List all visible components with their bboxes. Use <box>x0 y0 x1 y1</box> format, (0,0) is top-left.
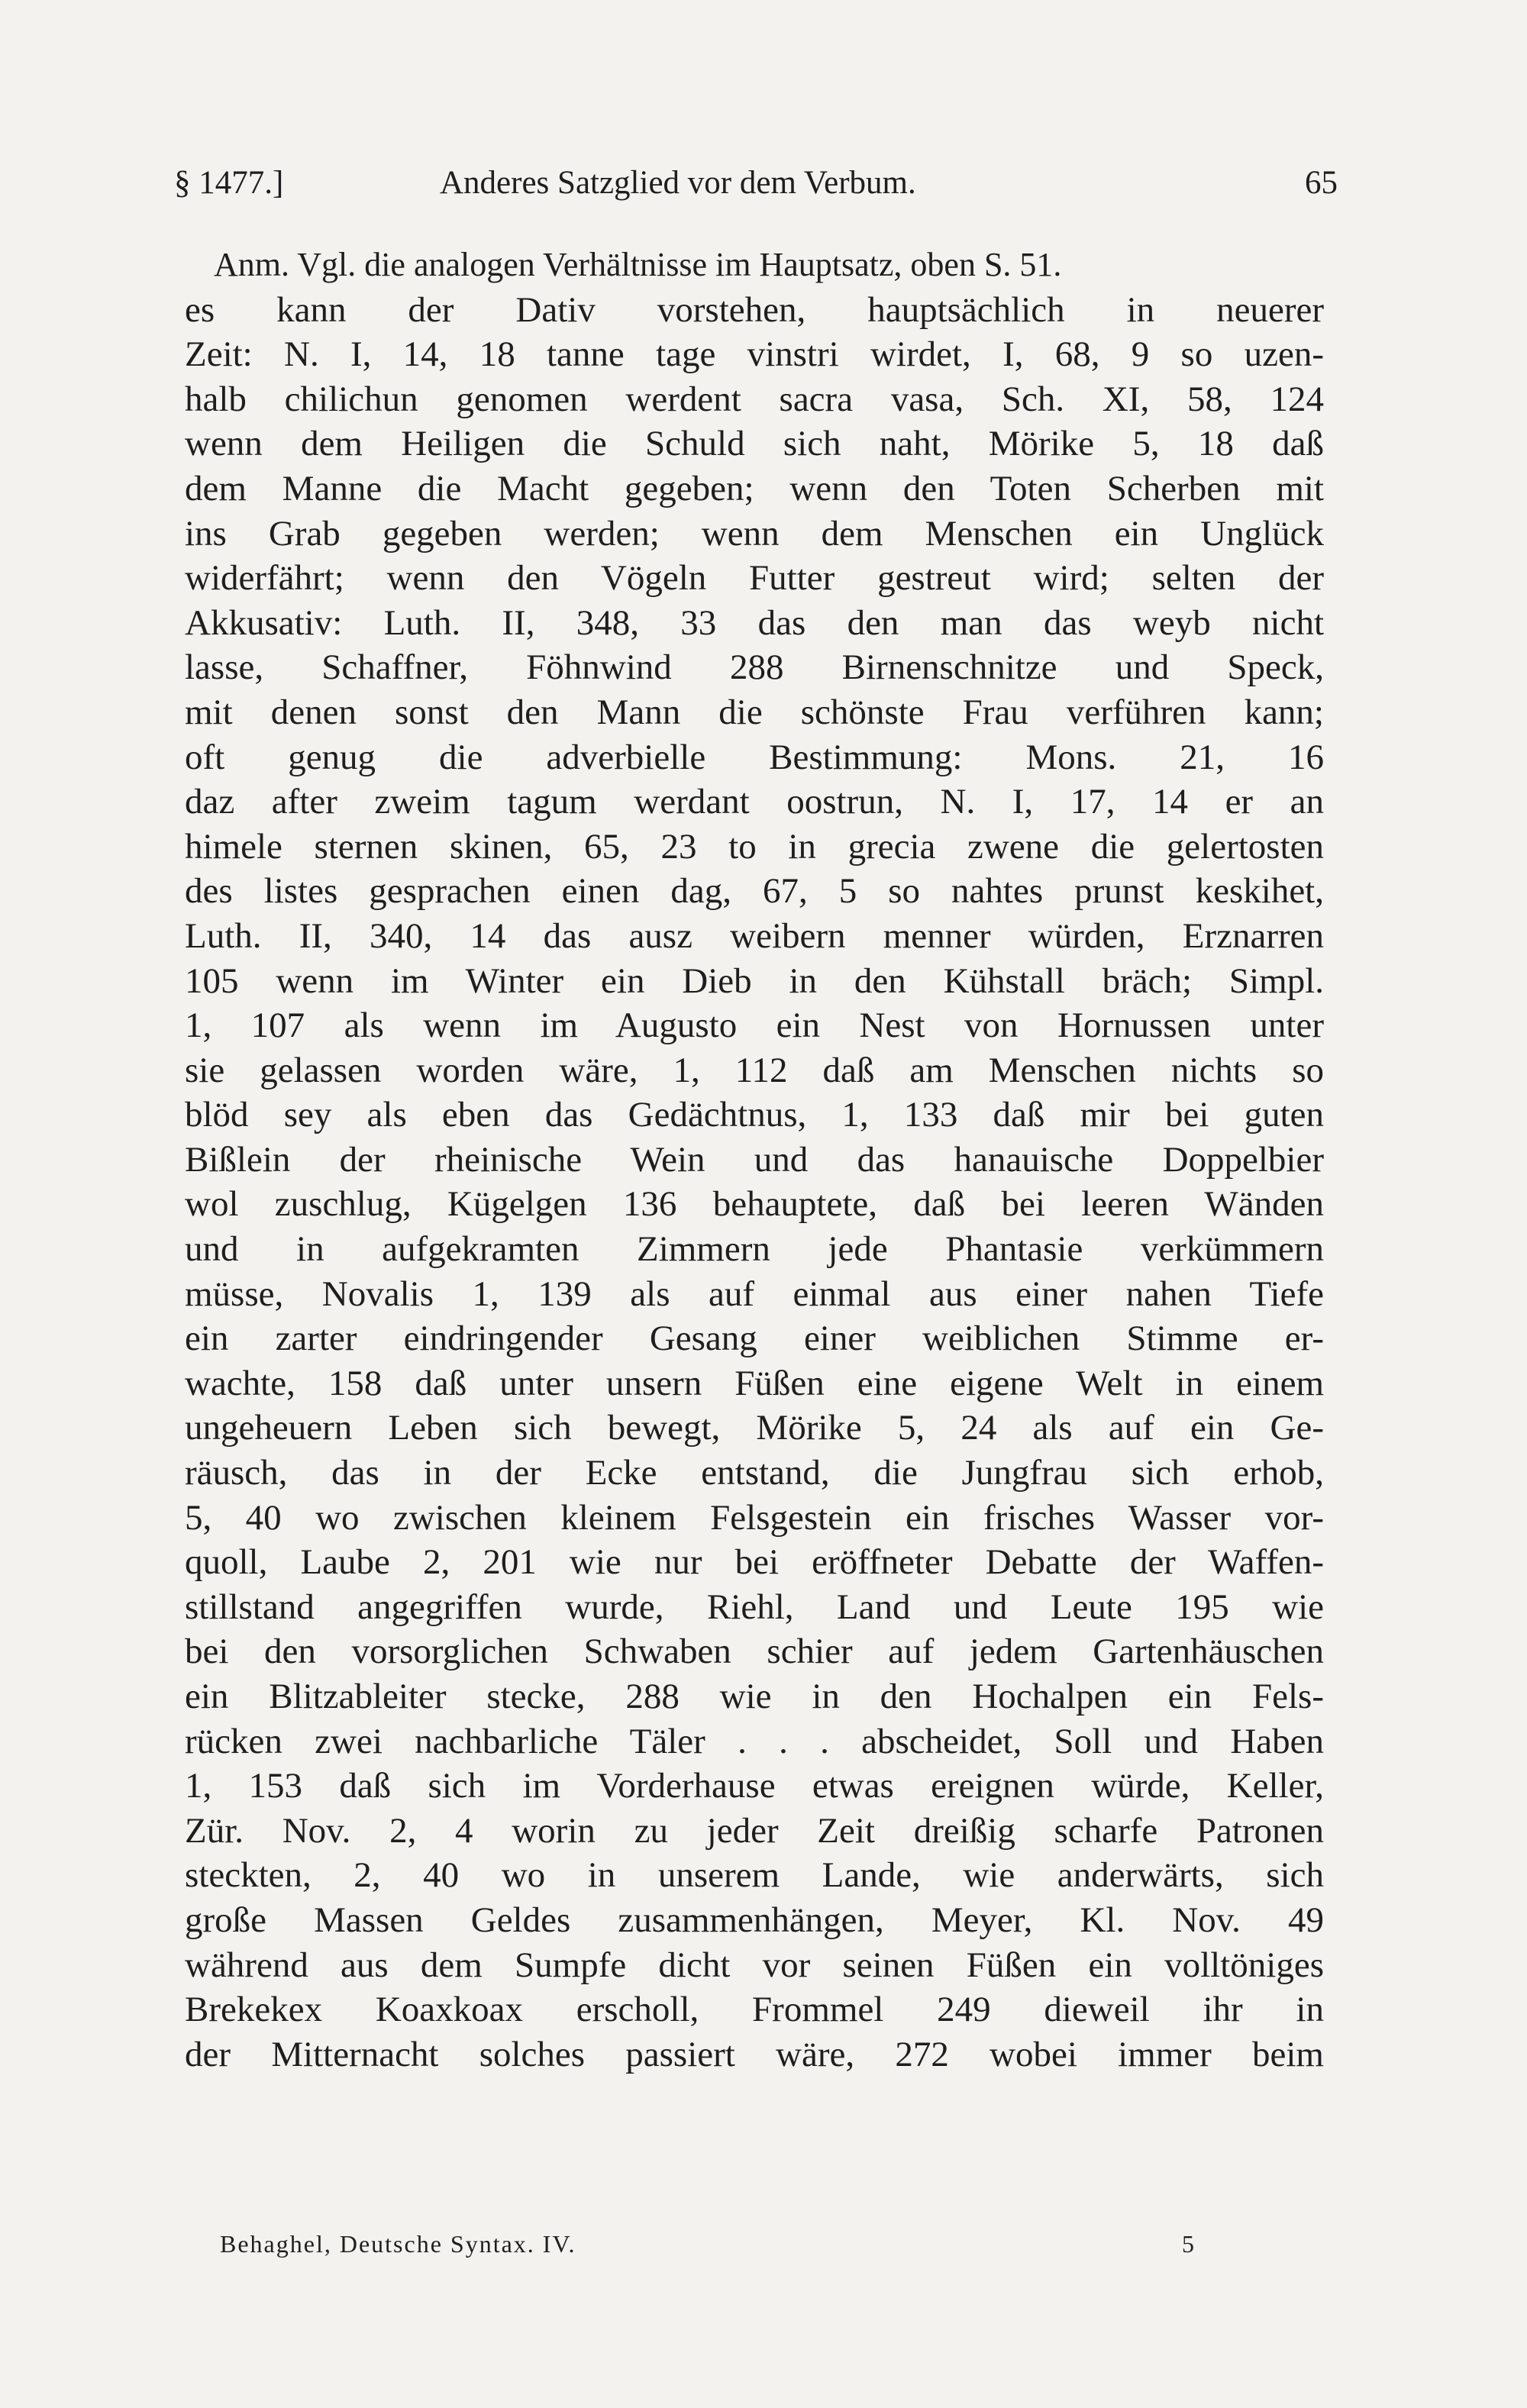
page-number: 65 <box>1305 165 1338 201</box>
text-line: und in aufgekramten Zimmern jede Phantasie verkümmern <box>185 1229 1324 1270</box>
text-line: Bißlein der rheinische Wein und das hanauische Doppelbier <box>185 1139 1324 1180</box>
text-line: daz after zweim tagum werdant oostrun, N. I, 17, 14 er an <box>185 782 1324 822</box>
text-line: Brekekex Koaxkoax erscholl, Frommel 249 dieweil ihr in <box>185 1990 1324 2030</box>
text-line: quoll, Laube 2, 201 wie nur bei eröffneter Debatte der Waffen- <box>185 1542 1324 1583</box>
footer-running-title: Behaghel, Deutsche Syntax. IV. <box>220 2230 576 2258</box>
text-line: des listes gesprachen einen dag, 67, 5 so nahtes prunst keskihet, <box>185 871 1324 912</box>
page-footer <box>220 2227 1228 2261</box>
text-line: 1, 153 daß sich im Vorderhause etwas ereignen würde, Keller, <box>185 1766 1324 1806</box>
text-line: oft genug die adverbielle Bestimmung: Mons. 21, 16 <box>185 737 1324 777</box>
text-line: ein zarter eindringender Gesang einer weiblichen Stimme er- <box>185 1319 1324 1359</box>
text-line: halb chilichun genomen werdent sacra vasa, Sch. XI, 58, 124 <box>185 379 1324 419</box>
text-line: Zeit: N. I, 14, 18 tanne tage vinstri wirdet, I, 68, 9 so uzen- <box>185 334 1324 375</box>
text-line: himele sternen skinen, 65, 23 to in grecia zwene die gelertosten <box>185 826 1324 867</box>
text-line: große Massen Geldes zusammenhängen, Meyer, Kl. Nov. 49 <box>185 1900 1324 1940</box>
text-line: dem Manne die Macht gegeben; wenn den Toten Scherben mit <box>185 468 1324 508</box>
text-line: der Mitternacht solches passiert wäre, 272 wobei immer beim <box>185 2034 1324 2074</box>
text-line: 105 wenn im Winter ein Dieb in den Kühstall bräch; Simpl. <box>185 960 1324 1001</box>
text-line: Zür. Nov. 2, 4 worin zu jeder Zeit dreißig scharfe Patronen <box>185 1810 1324 1851</box>
text-line: Akkusativ: Luth. II, 348, 33 das den man das weyb nicht <box>185 602 1324 643</box>
text-line: stillstand angegriffen wurde, Riehl, Land und Leute 195 wie <box>185 1587 1324 1627</box>
text-line: lasse, Schaffner, Föhnwind 288 Birnenschnitze und Speck, <box>185 647 1324 688</box>
section-number: § 1477.] <box>174 165 284 201</box>
text-line: widerfährt; wenn den Vögeln Futter gestreut wird; selten der <box>185 558 1324 599</box>
signature-mark: 5 <box>1182 2230 1194 2258</box>
body-text <box>185 243 1324 2077</box>
text-line: sie gelassen worden wäre, 1, 112 daß am Menschen nichts so <box>185 1050 1324 1090</box>
text-line: wol zuschlug, Kügelgen 136 behauptete, daß bei leeren Wänden <box>185 1184 1324 1225</box>
text-line: wenn dem Heiligen die Schuld sich naht, Mörike 5, 18 daß <box>185 424 1324 464</box>
text-line: räusch, das in der Ecke entstand, die Jungfrau sich erhob, <box>185 1453 1324 1493</box>
text-line: 1, 107 als wenn im Augusto ein Nest von Hornussen unter <box>185 1005 1324 1046</box>
text-line: während aus dem Sumpfe dicht vor seinen Füßen ein volltöniges <box>185 1945 1324 1985</box>
text-line: ein Blitzableiter stecke, 288 wie in den Hochalpen ein Fels- <box>185 1677 1324 1716</box>
text-line: es kann der Dativ vorstehen, hauptsächlich in neuerer <box>185 289 1324 330</box>
text-line: 5, 40 wo zwischen kleinem Felsgestein ein frisches Wasser vor- <box>185 1497 1324 1538</box>
text-line: müsse, Novalis 1, 139 als auf einmal aus einer nahen Tiefe <box>185 1273 1324 1314</box>
text-line: Luth. II, 340, 14 das ausz weibern menner würden, Erznarren <box>185 915 1324 956</box>
text-line: steckten, 2, 40 wo in unserem Lande, wie anderwärts, sich <box>185 1855 1324 1896</box>
text-line: bei den vorsorglichen Schwaben schier auf jedem Gartenhäuschen <box>185 1632 1324 1672</box>
text-line: blöd sey als eben das Gedächtnus, 1, 133 daß mir bei guten <box>185 1095 1324 1135</box>
running-title: Anderes Satzglied vor dem Verbum. <box>440 165 916 201</box>
text-line: ungeheuern Leben sich bewegt, Mörike 5, 24 als auf ein Ge- <box>185 1408 1324 1448</box>
text-line: mit denen sonst den Mann die schönste Frau verführen kann; <box>185 692 1324 732</box>
text-line: wachte, 158 daß unter unsern Füßen eine eigene Welt in einem <box>185 1363 1324 1403</box>
text-line: ins Grab gegeben werden; wenn dem Menschen ein Unglück <box>185 513 1324 554</box>
text-line: rücken zwei nachbarliche Täler . . . abscheidet, Soll und Haben <box>185 1721 1324 1761</box>
text-line: Anm. Vgl. die analogen Verhältnisse im Hauptsatz, oben S. 51. <box>214 246 1062 283</box>
